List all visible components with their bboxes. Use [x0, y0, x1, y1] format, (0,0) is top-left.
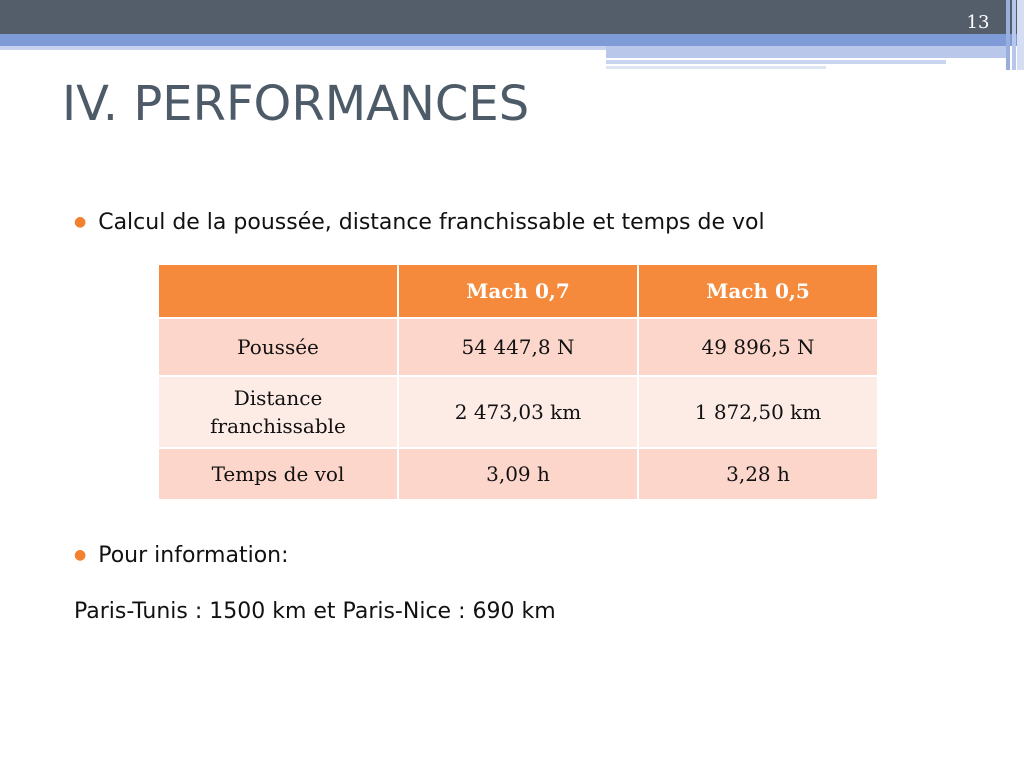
- table-header-cell: Mach 0,7: [398, 264, 638, 318]
- bullet-item: [74, 210, 765, 235]
- row-label: Poussée: [158, 318, 398, 376]
- bullet-icon: ●: [74, 214, 87, 230]
- table-cell: 1 872,50 km: [638, 376, 878, 448]
- banner-vertical-stripe: [1006, 0, 1010, 70]
- table-row: [158, 376, 878, 448]
- banner-blue-bar: [0, 34, 1024, 46]
- bullet-text: Calcul de la poussée, distance franchissable et temps de vol: [98, 210, 765, 235]
- table-row: [158, 448, 878, 500]
- bullet-icon: ●: [74, 547, 87, 563]
- table-header-cell: [158, 264, 398, 318]
- page-number: 13: [966, 12, 990, 33]
- table-header-cell: Mach 0,5: [638, 264, 878, 318]
- performance-table: [157, 263, 879, 501]
- table-cell: 2 473,03 km: [398, 376, 638, 448]
- banner-vertical-stripe: [1012, 0, 1016, 70]
- row-label: Distance franchissable: [158, 376, 398, 448]
- slide-title: IV. PERFORMANCES: [62, 76, 530, 132]
- table-cell: 3,09 h: [398, 448, 638, 500]
- banner-dark-bar: [0, 0, 1024, 34]
- table-header-row: [158, 264, 878, 318]
- banner-stripe: [606, 60, 946, 64]
- banner-stripe: [606, 46, 1006, 58]
- banner-vertical-stripe: [1017, 0, 1024, 70]
- table-cell: 54 447,8 N: [398, 318, 638, 376]
- banner-light-bar: [0, 46, 606, 50]
- banner-stripe: [606, 66, 826, 69]
- row-label: Temps de vol: [158, 448, 398, 500]
- bullet-item: [74, 543, 289, 568]
- table-cell: 3,28 h: [638, 448, 878, 500]
- info-line: Paris-Tunis : 1500 km et Paris-Nice : 690 km: [74, 599, 556, 624]
- table-row: [158, 318, 878, 376]
- bullet-text: Pour information:: [98, 543, 289, 568]
- table-cell: 49 896,5 N: [638, 318, 878, 376]
